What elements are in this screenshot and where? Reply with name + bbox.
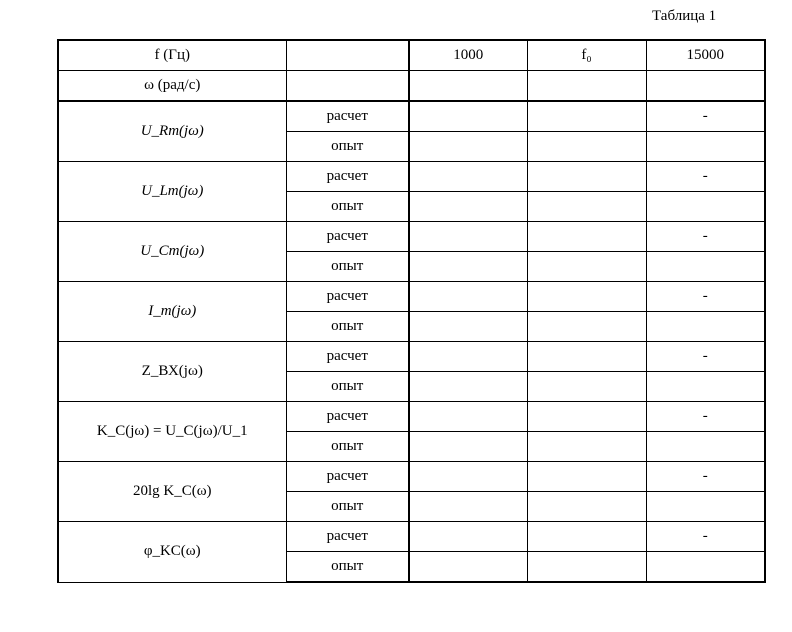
empty-cell: [646, 192, 765, 222]
empty-cell: [646, 432, 765, 462]
row-kind-calc: расчет: [286, 522, 409, 552]
empty-cell: [527, 282, 646, 312]
quantity-label: Z_ВХ(jω): [58, 342, 286, 402]
empty-cell: [286, 71, 409, 102]
empty-cell: [527, 402, 646, 432]
empty-cell: [646, 132, 765, 162]
header-row-omega: [58, 71, 765, 102]
dash-cell: -: [646, 222, 765, 252]
row-kind-exp: опыт: [286, 312, 409, 342]
empty-cell: [646, 71, 765, 102]
measurement-table: [57, 39, 766, 583]
row-kind-calc: расчет: [286, 462, 409, 492]
dash-cell: -: [646, 402, 765, 432]
row-kind-exp: опыт: [286, 432, 409, 462]
header-freq-1: 1000: [409, 40, 527, 71]
header-freq-2: f₀: [527, 40, 646, 71]
empty-cell: [527, 342, 646, 372]
empty-cell: [527, 492, 646, 522]
row-kind-exp: опыт: [286, 192, 409, 222]
empty-cell: [527, 372, 646, 402]
empty-cell: [527, 252, 646, 282]
row-kind-calc: расчет: [286, 101, 409, 132]
table-row: [58, 402, 765, 432]
row-kind-calc: расчет: [286, 402, 409, 432]
table-row: [58, 462, 765, 492]
empty-cell: [527, 522, 646, 552]
empty-cell: [527, 162, 646, 192]
empty-cell: [527, 101, 646, 132]
empty-cell: [409, 522, 527, 552]
empty-cell: [527, 192, 646, 222]
table-row: [58, 522, 765, 552]
quantity-label: 20lg K_C(ω): [58, 462, 286, 522]
row-kind-calc: расчет: [286, 282, 409, 312]
quantity-label: U_Rm(jω): [58, 101, 286, 162]
dash-cell: -: [646, 282, 765, 312]
empty-cell: [409, 402, 527, 432]
header-freq-3: 15000: [646, 40, 765, 71]
dash-cell: -: [646, 342, 765, 372]
quantity-label: I_m(jω): [58, 282, 286, 342]
dash-cell: -: [646, 101, 765, 132]
empty-cell: [409, 372, 527, 402]
empty-cell: [409, 462, 527, 492]
header-freq-label: f (Гц): [58, 40, 286, 71]
table-caption: Таблица 1: [652, 8, 717, 24]
header-row-frequency: [58, 40, 765, 71]
empty-cell: [409, 252, 527, 282]
header-blank: [286, 40, 409, 71]
row-kind-exp: опыт: [286, 372, 409, 402]
empty-cell: [646, 252, 765, 282]
empty-cell: [409, 162, 527, 192]
table-row: [58, 101, 765, 132]
empty-cell: [409, 312, 527, 342]
quantity-label: K_C(jω) = U_C(jω)/U_1: [58, 402, 286, 462]
empty-cell: [409, 222, 527, 252]
dash-cell: -: [646, 462, 765, 492]
quantity-label: U_Cm(jω): [58, 222, 286, 282]
empty-cell: [527, 552, 646, 583]
empty-cell: [646, 492, 765, 522]
empty-cell: [527, 312, 646, 342]
row-kind-exp: опыт: [286, 132, 409, 162]
row-kind-exp: опыт: [286, 492, 409, 522]
dash-cell: -: [646, 162, 765, 192]
header-omega-label: ω (рад/с): [58, 71, 286, 102]
empty-cell: [527, 432, 646, 462]
empty-cell: [409, 192, 527, 222]
table-row: [58, 222, 765, 252]
quantity-label: φ_KC(ω): [58, 522, 286, 583]
empty-cell: [409, 492, 527, 522]
row-kind-calc: расчет: [286, 342, 409, 372]
empty-cell: [409, 552, 527, 583]
empty-cell: [527, 71, 646, 102]
row-kind-exp: опыт: [286, 252, 409, 282]
empty-cell: [527, 462, 646, 492]
table-row: [58, 342, 765, 372]
empty-cell: [409, 282, 527, 312]
empty-cell: [409, 132, 527, 162]
empty-cell: [646, 552, 765, 583]
row-kind-exp: опыт: [286, 552, 409, 583]
empty-cell: [527, 222, 646, 252]
row-kind-calc: расчет: [286, 162, 409, 192]
table-row: [58, 162, 765, 192]
dash-cell: -: [646, 522, 765, 552]
empty-cell: [646, 372, 765, 402]
empty-cell: [646, 312, 765, 342]
row-kind-calc: расчет: [286, 222, 409, 252]
empty-cell: [527, 132, 646, 162]
empty-cell: [409, 432, 527, 462]
empty-cell: [409, 101, 527, 132]
table-row: [58, 282, 765, 312]
quantity-label: U_Lm(jω): [58, 162, 286, 222]
empty-cell: [409, 71, 527, 102]
empty-cell: [409, 342, 527, 372]
